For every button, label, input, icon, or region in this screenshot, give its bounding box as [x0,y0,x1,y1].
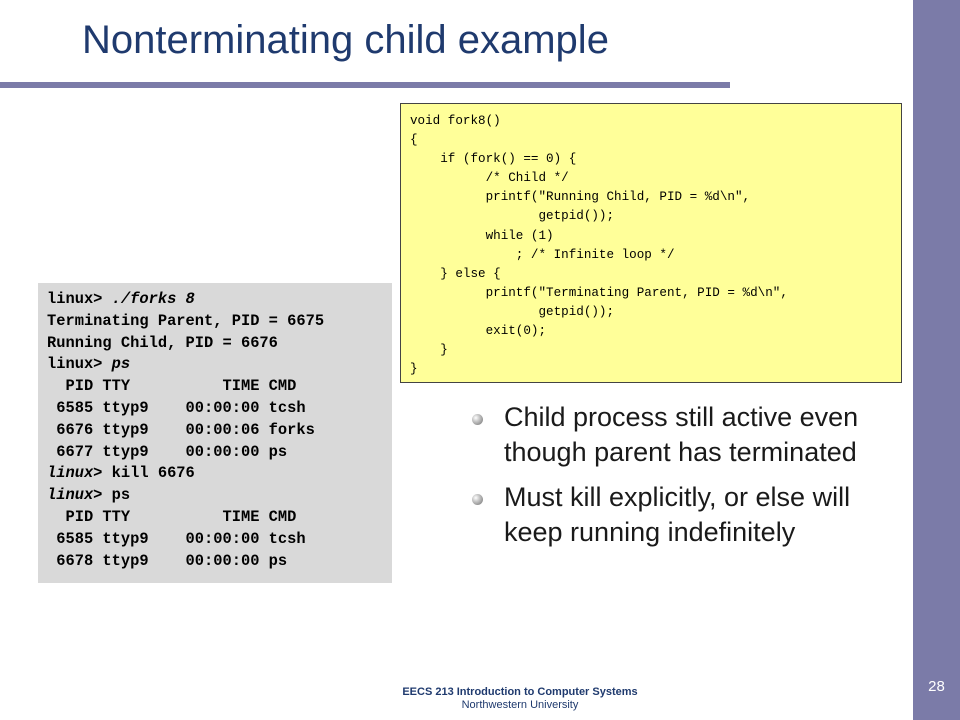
code-line: } else { [410,266,501,281]
footer [340,686,700,712]
footer-course: EECS 213 Introduction to Computer Systems [402,686,638,698]
code-line: ; /* Infinite loop */ [410,247,675,262]
code-line: } [410,343,448,358]
terminal-line: linux> ps [47,486,131,505]
title-underline [0,82,730,88]
terminal-line: PID TTY TIME CMD [47,507,297,526]
code-line: printf("Running Child, PID = %d\n", [410,190,751,205]
terminal-command: ./forks 8 [111,290,195,308]
terminal-line: linux> ./forks 8 [47,290,195,308]
terminal-line: 6585 ttyp9 00:00:00 tcsh [47,398,306,417]
bullet-list [472,400,892,560]
code-line: getpid()); [410,209,615,224]
code-line: /* Child */ [410,171,569,186]
bullet-text: Child process still active even though parent has terminated [504,402,859,467]
code-line: exit(0); [410,324,547,339]
terminal-line: 6585 ttyp9 00:00:00 tcsh [47,529,306,548]
bullet-text: Must kill explicitly, or else will keep running indefinitely [504,482,851,547]
terminal-line: linux> kill 6676 [47,464,195,483]
code-block-fork8 [400,103,902,383]
terminal-line: 6677 ttyp9 00:00:00 ps [47,442,288,461]
code-line: void fork8() [410,114,501,128]
bullet-item [472,400,892,470]
terminal-line: Running Child, PID = 6676 [47,333,278,352]
code-line: getpid()); [410,304,615,319]
terminal-line: 6678 ttyp9 00:00:00 ps [47,551,288,570]
terminal-line: linux> ps [47,355,131,374]
code-line: if (fork() == 0) { [410,152,577,167]
code-line: { [410,133,418,148]
bullet-icon [472,414,483,425]
terminal-prompt: linux> [47,486,103,505]
footer-university: Northwestern University [461,699,579,711]
right-accent-bar [913,0,960,720]
terminal-prompt: linux> [47,464,103,483]
terminal-line: PID TTY TIME CMD [47,377,297,396]
code-line: while (1) [410,228,554,243]
code-line: } [410,362,418,377]
terminal-line: Terminating Parent, PID = 6675 [47,311,325,330]
terminal-line: 6676 ttyp9 00:00:06 forks [47,420,315,439]
page-number: 28 [928,678,945,695]
bullet-icon [472,494,483,505]
code-line: printf("Terminating Parent, PID = %d\n", [410,285,788,300]
slide-title: Nonterminating child example [82,18,609,62]
terminal-output [38,283,392,583]
terminal-command: ps [111,355,131,374]
bullet-item [472,480,892,550]
